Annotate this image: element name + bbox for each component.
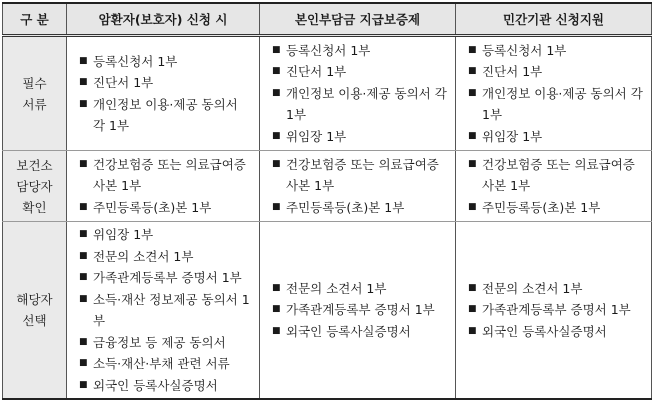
row-optional-documents xyxy=(3,222,652,399)
document-item: ■ 개인정보 이용·제공 동의서 각 1부 xyxy=(468,83,645,126)
document-item: ■ 주민등록등(초)본 1부 xyxy=(79,197,253,219)
document-item: ■ 전문의 소견서 1부 xyxy=(468,278,645,300)
document-item: ■ 개인정보 이용·제공 동의서 각 1부 xyxy=(79,94,253,137)
document-item: ■ 외국인 등록사실증명서 xyxy=(468,321,645,343)
header-private-institution: 민간기관 신청지원 xyxy=(456,3,652,36)
document-item: ■ 전문의 소견서 1부 xyxy=(79,246,253,268)
health-center-col1 xyxy=(67,151,260,222)
documents-table xyxy=(2,2,652,400)
row-required-documents xyxy=(3,36,652,151)
health-center-col2 xyxy=(260,151,456,222)
row-label-line: 확인 xyxy=(22,199,47,215)
document-item: ■ 전문의 소견서 1부 xyxy=(272,278,449,300)
optional-col2 xyxy=(260,222,456,399)
document-item: ■ 진단서 1부 xyxy=(272,61,449,83)
document-item: ■ 위임장 1부 xyxy=(79,224,253,246)
row-label-line: 필수 xyxy=(22,75,47,91)
row-health-center-check xyxy=(3,151,652,222)
required-col2 xyxy=(260,36,456,151)
document-item: ■ 건강보험증 또는 의료급여증 사본 1부 xyxy=(468,154,645,197)
document-item: ■ 외국인 등록사실증명서 xyxy=(79,375,253,397)
document-item: ■ 진단서 1부 xyxy=(468,61,645,83)
document-item: ■ 건강보험증 또는 의료급여증 사본 1부 xyxy=(272,154,449,197)
optional-col3 xyxy=(456,222,652,399)
row-label-line: 보건소 xyxy=(16,157,53,173)
header-copayment-guarantee: 본인부담금 지급보증제 xyxy=(260,3,456,36)
document-item: ■ 주민등록등(초)본 1부 xyxy=(468,197,645,219)
required-col1 xyxy=(67,36,260,151)
row-label-line: 담당자 xyxy=(16,178,53,194)
document-item: ■ 가족관계등록부 증명서 1부 xyxy=(468,299,645,321)
document-item: ■ 위임장 1부 xyxy=(272,126,449,148)
document-item: ■ 진단서 1부 xyxy=(79,72,253,94)
header-patient-application: 암환자(보호자) 신청 시 xyxy=(67,3,260,36)
document-item: ■ 건강보험증 또는 의료급여증 사본 1부 xyxy=(79,154,253,197)
document-item: ■ 위임장 1부 xyxy=(468,126,645,148)
row-label-line: 해당자 xyxy=(16,292,53,307)
row-label-line: 선택 xyxy=(22,313,47,328)
document-item: ■ 가족관계등록부 증명서 1부 xyxy=(272,299,449,321)
row-label-health-center xyxy=(3,151,67,222)
document-item: ■ 등록신청서 1부 xyxy=(468,40,645,62)
header-row xyxy=(3,3,652,36)
document-item: ■ 개인정보 이용·제공 동의서 각 1부 xyxy=(272,83,449,126)
document-item: ■ 주민등록등(초)본 1부 xyxy=(272,197,449,219)
document-item: ■ 금융정보 등 제공 동의서 xyxy=(79,332,253,354)
row-label-optional xyxy=(3,222,67,399)
document-item: ■ 등록신청서 1부 xyxy=(79,51,253,73)
row-label-required xyxy=(3,36,67,151)
header-category: 구 분 xyxy=(3,3,67,36)
optional-col1 xyxy=(67,222,260,399)
document-item: ■ 가족관계등록부 증명서 1부 xyxy=(79,267,253,289)
document-item: ■ 소득·재산·부채 관련 서류 xyxy=(79,353,253,375)
row-label-line: 서류 xyxy=(22,96,47,112)
health-center-col3 xyxy=(456,151,652,222)
document-item: ■ 소득·재산 정보제공 동의서 1부 xyxy=(79,289,253,332)
required-col3 xyxy=(456,36,652,151)
document-item: ■ 등록신청서 1부 xyxy=(272,40,449,62)
document-item: ■ 외국인 등록사실증명서 xyxy=(272,321,449,343)
